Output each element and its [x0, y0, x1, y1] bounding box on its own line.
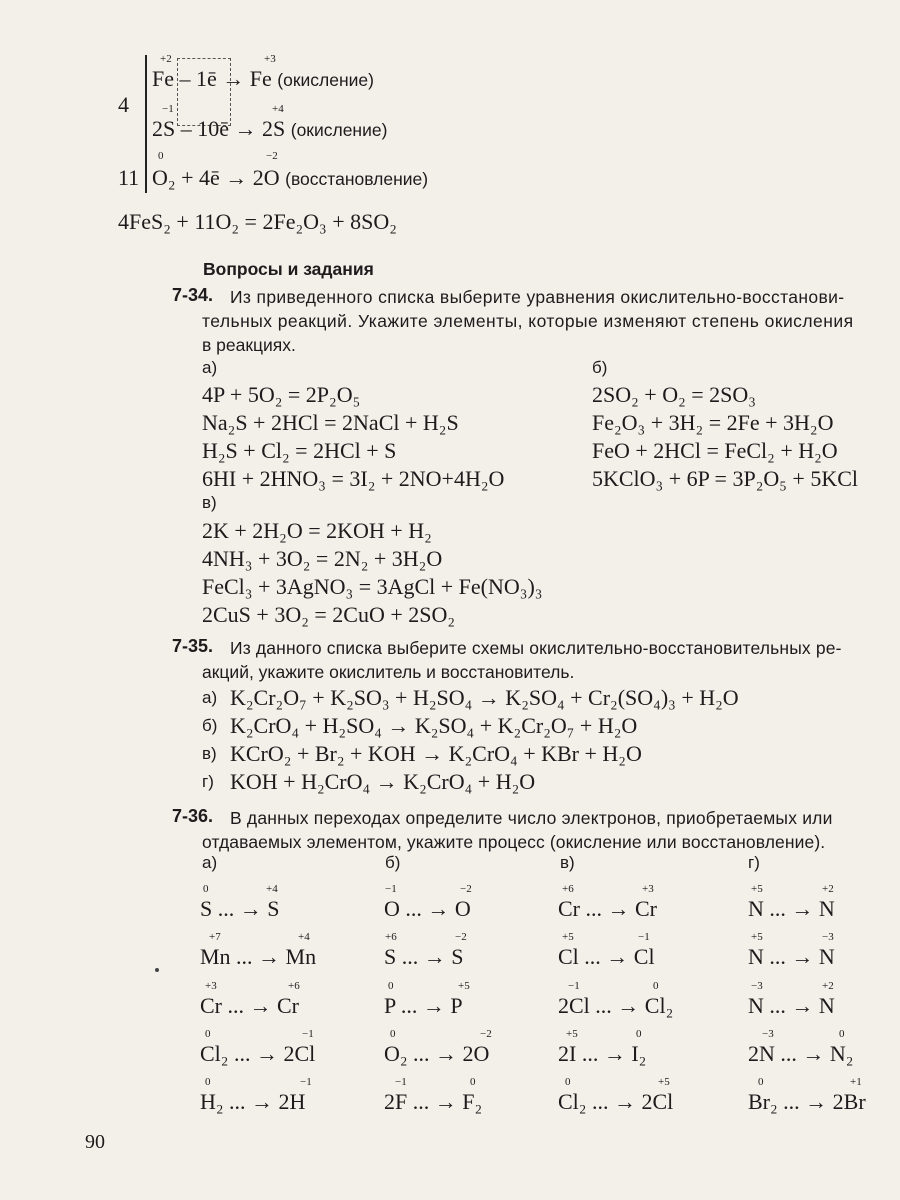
equation: FeCl₃ + 3AgNO₃ = 3AgCl + Fe(NO₃)₃ [202, 574, 543, 599]
question-text: отдаваемых элементом, укажите процесс (окисление или восстановление). [202, 832, 826, 852]
ox-state: −2 [455, 931, 467, 943]
question-text: Из приведенного списка выберите уравнения окислительно-восстанови- [230, 287, 845, 307]
ox-state: −2 [460, 883, 472, 895]
column-label: г) [748, 853, 760, 872]
question-text: Из данного списка выберите схемы окислительно-восстановительных ре- [230, 638, 842, 658]
ox-state: +5 [562, 931, 574, 943]
transition: S ... → S [384, 944, 464, 969]
balance-coeff-11: 11 [118, 165, 140, 190]
equation: 5KClO₃ + 6P = 3P₂O₅ + 5KCl [592, 466, 859, 491]
transition: Cl ... → Cl [558, 944, 655, 969]
balance-bracket-line [145, 55, 147, 193]
section-title: Вопросы и задания [203, 259, 374, 279]
balance-line-2 [152, 117, 387, 142]
balance-line-1 [152, 67, 374, 92]
transition: 2F ... → F₂ [384, 1089, 483, 1114]
transition: Mn ... → Mn [200, 944, 317, 969]
transition: Cr ... → Cr [200, 993, 299, 1018]
ox-state: +5 [751, 931, 763, 943]
ox-state: +3 [205, 980, 217, 992]
ox-state: +6 [562, 883, 574, 895]
column-label: б) [385, 853, 401, 872]
question-number: 7-36. [172, 806, 214, 826]
ox-state: −1 [638, 931, 650, 943]
page-number: 90 [85, 1131, 105, 1153]
ox-state: +5 [751, 883, 763, 895]
ox-state: −2 [266, 150, 278, 162]
balance-note: (окисление) [290, 120, 388, 140]
transition: O₂ ... → 2O [384, 1041, 490, 1066]
ox-state: 0 [205, 1076, 211, 1088]
ox-state: −2 [480, 1028, 492, 1040]
ox-state: +6 [385, 931, 397, 943]
ox-state: 0 [388, 980, 394, 992]
ox-state: +7 [209, 931, 221, 943]
balance-summary: 4FeS₂ + 11O₂ = 2Fe₂O₃ + 8SO₂ [118, 209, 397, 234]
equation: Na₂S + 2HCl = 2NaCl + H₂S [202, 410, 459, 435]
transition: P ... → P [384, 993, 463, 1018]
ox-state: −1 [300, 1076, 312, 1088]
item-label: б) [202, 716, 218, 735]
ox-state: −3 [822, 931, 834, 943]
equation: 4P + 5O₂ = 2P₂O₅ [202, 382, 361, 407]
transition: Cl₂ ... → 2Cl [558, 1089, 674, 1114]
ox-state: −1 [568, 980, 580, 992]
equation: FeO + 2HCl = FeCl₂ + H₂O [592, 438, 838, 463]
ox-state: −1 [162, 103, 174, 115]
equation: 4NH₃ + 3O₂ = 2N₂ + 3H₂O [202, 546, 443, 571]
balance-species: 2S [152, 116, 176, 141]
transition: 2I ... → I₂ [558, 1041, 647, 1066]
ox-state: 0 [653, 980, 659, 992]
ox-state: 0 [205, 1028, 211, 1040]
list-label-a: а) [202, 358, 218, 377]
balance-coeff-4: 4 [118, 92, 129, 117]
item-label: в) [202, 744, 217, 763]
question-text: тельных реакций. Укажите элементы, которые изменяют степень окисления [202, 311, 854, 331]
ox-state: +5 [458, 980, 470, 992]
ox-state: 0 [203, 883, 209, 895]
ox-state: 0 [470, 1076, 476, 1088]
ox-state: +5 [658, 1076, 670, 1088]
balance-transfer: – 1ē → Fe [174, 66, 272, 91]
ox-state: +2 [822, 883, 834, 895]
ox-state: +4 [298, 931, 310, 943]
ox-state: 0 [636, 1028, 642, 1040]
transition: N ... → N [748, 896, 835, 921]
equation: K₂Cr₂O₇ + K₂SO₃ + H₂SO₄ → K₂SO₄ + Cr₂(SO₄)₃ + H₂O [230, 685, 739, 710]
equation: 6HI + 2HNO₃ = 3I₂ + 2NO+4H₂O [202, 466, 505, 491]
balance-species: Fe [152, 66, 174, 91]
question-number: 7-35. [172, 636, 214, 656]
list-label-c: в) [202, 493, 217, 512]
ox-state: −1 [385, 883, 397, 895]
item-label: г) [202, 772, 214, 791]
ox-state: +2 [822, 980, 834, 992]
transition: N ... → N [748, 993, 835, 1018]
equation: KCrO₂ + Br₂ + KOH → K₂CrO₄ + KBr + H₂O [230, 741, 642, 766]
equation: K₂CrO₄ + H₂SO₄ → K₂SO₄ + K₂Cr₂O₇ + H₂O [230, 713, 638, 738]
ox-state: +3 [642, 883, 654, 895]
equation: KOH + H₂CrO₄ → K₂CrO₄ + H₂O [230, 769, 536, 794]
balance-note: (окисление) [277, 70, 374, 90]
ox-state: 0 [565, 1076, 571, 1088]
ox-state: +5 [566, 1028, 578, 1040]
question-text: В данных переходах определите число электронов, приобретаемых или [230, 808, 833, 828]
transition: 2N ... → N₂ [748, 1041, 854, 1066]
ox-state: 0 [158, 150, 164, 162]
transition: Cl₂ ... → 2Cl [200, 1041, 316, 1066]
ox-state: 0 [390, 1028, 396, 1040]
balance-transfer: + 4ē → 2O [175, 165, 280, 190]
column-label: а) [202, 853, 218, 872]
equation: H₂S + Cl₂ = 2HCl + S [202, 438, 397, 463]
ox-state: +4 [266, 883, 278, 895]
item-label: а) [202, 688, 218, 707]
list-label-b: б) [592, 358, 608, 377]
transition: 2Cl ... → Cl₂ [558, 993, 674, 1018]
question-text: акций, укажите окислитель и восстановитель. [202, 662, 575, 682]
question-text: в реакциях. [202, 335, 296, 355]
transition: N ... → N [748, 944, 835, 969]
balance-transfer: – 10ē → 2S [175, 116, 286, 141]
transition: Cr ... → Cr [558, 896, 657, 921]
ox-state: +1 [850, 1076, 862, 1088]
ox-state: +2 [160, 53, 172, 65]
ox-state: −3 [751, 980, 763, 992]
ox-state: −1 [302, 1028, 314, 1040]
equation: 2K + 2H₂O = 2KOH + H₂ [202, 518, 432, 543]
balance-line-3 [152, 166, 428, 191]
transition: S ... → S [200, 896, 280, 921]
ox-state: +3 [264, 53, 276, 65]
transition: H₂ ... → 2H [200, 1089, 306, 1114]
equation: Fe₂O₃ + 3H₂ = 2Fe + 3H₂O [592, 410, 834, 435]
ox-state: −3 [762, 1028, 774, 1040]
ox-state: 0 [839, 1028, 845, 1040]
ox-state: 0 [758, 1076, 764, 1088]
ox-state: +6 [288, 980, 300, 992]
balance-note: (восстановление) [285, 169, 429, 189]
column-label: в) [560, 853, 575, 872]
stray-dot [155, 968, 159, 972]
equation: 2CuS + 3O₂ = 2CuO + 2SO₂ [202, 602, 456, 627]
balance-species: O₂ [152, 165, 176, 190]
transition: O ... → O [384, 896, 471, 921]
transition: Br₂ ... → 2Br [748, 1089, 866, 1114]
ox-state: +4 [272, 103, 284, 115]
question-number: 7-34. [172, 285, 214, 305]
equation: 2SO₂ + O₂ = 2SO₃ [592, 382, 756, 407]
ox-state: −1 [395, 1076, 407, 1088]
